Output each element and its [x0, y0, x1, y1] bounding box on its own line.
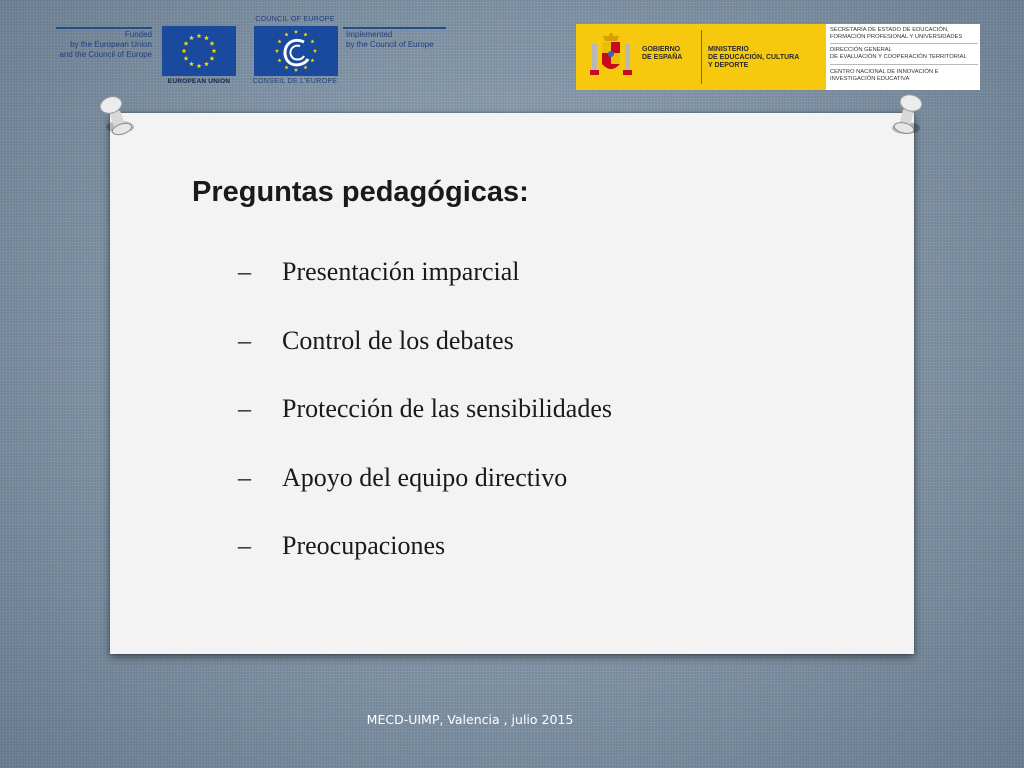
centro-line: INVESTIGACIÓN EDUCATIVA — [830, 76, 910, 82]
divider — [830, 43, 978, 44]
council-of-europe-logo-icon — [254, 26, 338, 76]
bullet-item — [238, 529, 612, 598]
eu-label: EUROPEAN UNION — [167, 78, 231, 85]
bullet-text: Presentación imparcial — [282, 257, 520, 286]
pushpin-icon — [882, 92, 932, 140]
funded-line: and the Council of Europe — [59, 50, 152, 59]
bullet-text: Apoyo del equipo directivo — [282, 462, 568, 492]
ministerio-label — [708, 46, 823, 70]
dash-bullet: – — [238, 394, 251, 423]
coe-top-label: COUNCIL OF EUROPE — [255, 16, 335, 23]
ministerio-line: DE EDUCACIÓN, CULTURA — [708, 54, 800, 61]
divider — [701, 30, 702, 84]
eu-coe-logo-block — [50, 14, 450, 90]
bullet-item — [238, 461, 612, 530]
bullet-text: Control de los debates — [282, 325, 514, 355]
bullet-item — [238, 392, 612, 461]
implemented-by-text — [346, 30, 456, 50]
gov-yellow-band — [576, 24, 826, 90]
dash-bullet: – — [238, 531, 251, 560]
implemented-line: Implemented — [346, 30, 393, 39]
coat-of-arms-icon — [588, 32, 634, 82]
gobierno-line: DE ESPAÑA — [642, 54, 683, 61]
dash-bullet: – — [238, 462, 251, 492]
gov-departments — [828, 24, 980, 90]
slide-title: Preguntas pedagógicas: — [192, 176, 529, 208]
ministerio-line: MINISTERIO — [708, 46, 749, 53]
eu-flag-icon — [162, 26, 236, 76]
bullet-item — [238, 255, 612, 324]
divider — [343, 27, 446, 29]
implemented-line: by the Council of Europe — [346, 40, 434, 49]
dash-bullet: – — [238, 325, 251, 355]
gobierno-label — [642, 46, 698, 62]
secretaria-line: FORMACIÓN PROFESIONAL Y UNIVERSIDADES — [830, 34, 963, 40]
bullet-text: Protección de las sensibilidades — [282, 394, 612, 423]
bullet-text: Preocupaciones — [282, 531, 446, 560]
divider — [56, 27, 152, 29]
funded-by-text — [50, 30, 152, 60]
direccion-line: DE EVALUACIÓN Y COOPERACIÓN TERRITORIAL — [830, 54, 967, 60]
gobierno-line: GOBIERNO — [642, 46, 681, 53]
secretaria-line: SECRETARÍA DE ESTADO DE EDUCACIÓN, — [830, 27, 949, 33]
divider — [830, 64, 978, 65]
centro-line: CENTRO NACIONAL DE INNOVACIÓN E — [830, 69, 939, 75]
funded-line: by the European Union — [70, 40, 152, 49]
bullet-item — [238, 324, 612, 393]
gobierno-espana-logo — [576, 24, 980, 90]
dash-bullet: – — [238, 257, 251, 286]
ministerio-line: Y DEPORTE — [708, 62, 749, 69]
coe-bottom-label: CONSEIL DE L'EUROPE — [252, 78, 338, 85]
funded-line: Funded — [124, 30, 152, 39]
footer-caption: MECD-UIMP, Valencia , julio 2015 — [366, 712, 574, 727]
direccion-line: DIRECCIÓN GENERAL — [830, 47, 892, 53]
pushpin-icon — [92, 93, 142, 141]
bullet-list — [238, 255, 612, 598]
